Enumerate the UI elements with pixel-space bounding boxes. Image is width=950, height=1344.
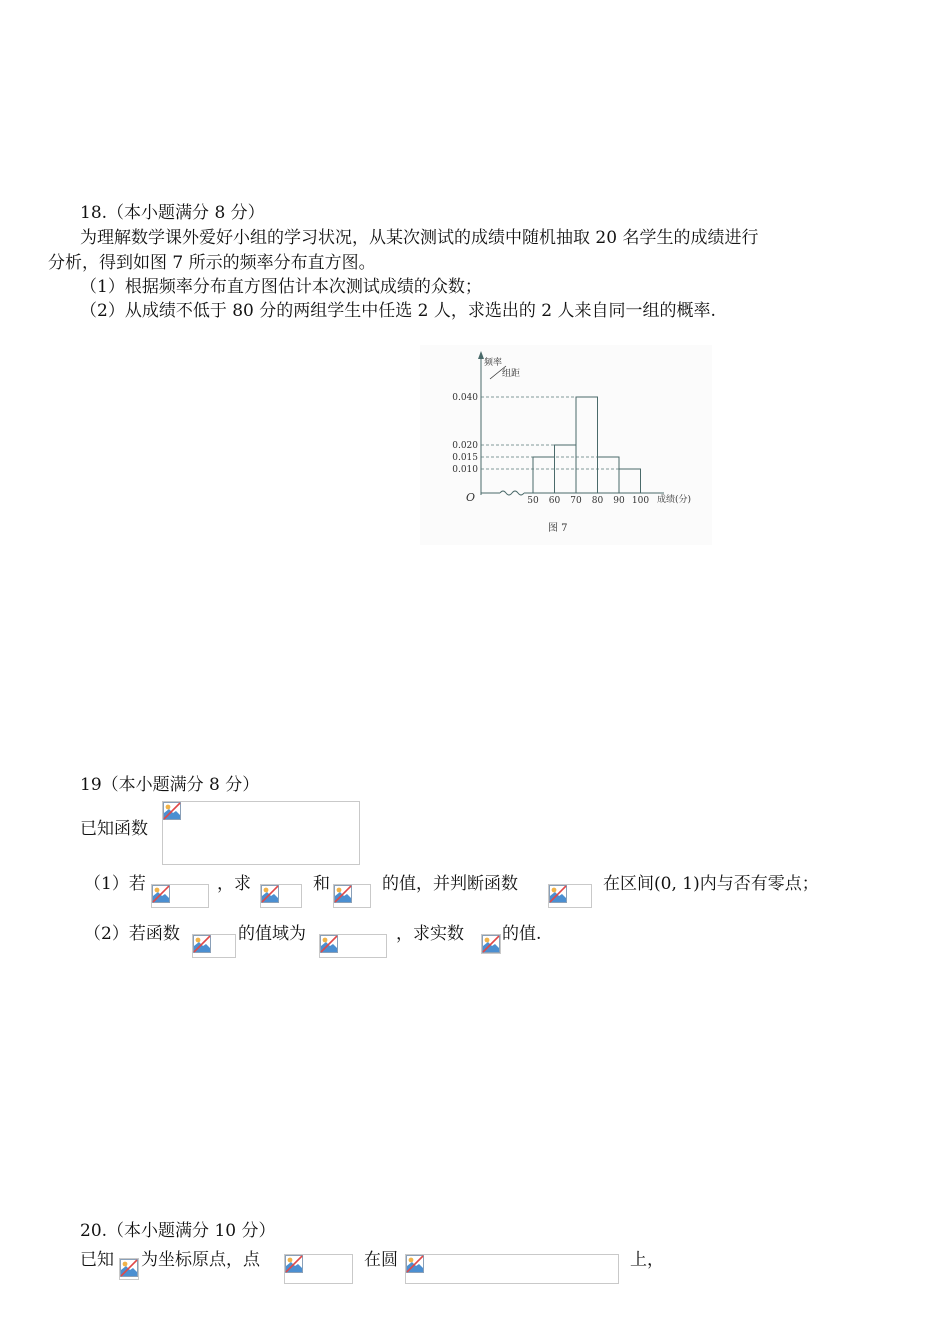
broken-image-icon [406, 1255, 424, 1273]
function-name-image-2 [192, 934, 236, 958]
q18-intro-line2: 分析，得到如图 7 所示的频率分布直方图。 [48, 253, 376, 273]
y-tick-label: 0.020 [452, 441, 478, 451]
real-number-image [481, 934, 501, 954]
histogram-figure [420, 345, 712, 545]
q20-a: 已知 [80, 1250, 114, 1270]
broken-image-icon [320, 935, 338, 953]
xlabel: 成绩(分) [657, 495, 692, 505]
q19-p1-d: 的值，并判断函数 [382, 874, 518, 894]
broken-image-icon [549, 885, 567, 903]
broken-image-icon [261, 885, 279, 903]
q19-p1-a: （1）若 [84, 874, 146, 894]
ylabel-top: 频率 [484, 358, 503, 368]
x-tick-label: 70 [570, 496, 582, 506]
q18-header: 18.（本小题满分 8 分） [80, 203, 265, 223]
origin-label: O [466, 491, 476, 504]
x-tick-label: 80 [591, 496, 604, 506]
broken-image-icon [482, 935, 500, 953]
histogram-bar [576, 397, 598, 493]
range-set-image [319, 934, 387, 958]
x-tick-label: 90 [613, 496, 625, 506]
q19-header: 19（本小题满分 8 分） [80, 775, 260, 795]
point-image [284, 1254, 353, 1284]
q18-part1: （1）根据频率分布直方图估计本次测试成绩的众数； [80, 277, 482, 297]
x-tick-label: 50 [527, 496, 539, 506]
chart-caption: 图 7 [548, 523, 568, 534]
q19-p2-b: 的值域为 [238, 924, 306, 944]
broken-image-icon [193, 935, 211, 953]
variable-a-image [260, 884, 302, 908]
broken-image-icon [152, 885, 170, 903]
q19-p2-c: ，求实数 [396, 924, 464, 944]
q19-p2-d: 的值. [502, 924, 542, 944]
axis-break [500, 491, 524, 495]
x-tick-label: 60 [548, 496, 561, 506]
histogram-chart [420, 345, 712, 545]
q20-header: 20.（本小题满分 10 分） [80, 1221, 276, 1241]
function-formula-image [162, 801, 360, 865]
x-tick-label: 100 [631, 496, 650, 506]
histogram-bar [619, 469, 641, 493]
y-tick-label: 0.015 [452, 453, 478, 463]
histogram-bar [533, 457, 555, 493]
histogram-bar [598, 457, 620, 493]
condition-formula-image [151, 884, 209, 908]
ylabel-bottom: 组距 [502, 369, 521, 379]
q20-d: 上， [630, 1250, 664, 1270]
q19-p2-a: （2）若函数 [84, 924, 180, 944]
q20-c: 在圆 [364, 1250, 398, 1270]
broken-image-icon [163, 802, 181, 820]
q19-intro: 已知函数 [80, 819, 148, 839]
q20-b: 为坐标原点，点 [141, 1250, 260, 1270]
function-name-image [548, 884, 592, 908]
circle-equation-image [405, 1254, 619, 1284]
broken-image-icon [120, 1259, 138, 1277]
q19-p1-b: ，求 [217, 874, 251, 894]
y-tick-label: 0.040 [452, 393, 478, 403]
broken-image-icon [334, 885, 352, 903]
q19-p1-c: 和 [313, 874, 330, 894]
q18-intro-line1: 为理解数学课外爱好小组的学习状况，从某次测试的成绩中随机抽取 20 名学生的成绩进行 [80, 228, 759, 248]
q19-p1-e: 在区间(0, 1)内与否有零点； [603, 874, 819, 894]
y-tick-label: 0.010 [452, 465, 478, 475]
q18-part2: （2）从成绩不低于 80 分的两组学生中任选 2 人，求选出的 2 人来自同一组的概率. [80, 301, 716, 321]
origin-o-image [119, 1258, 139, 1280]
variable-b-image [333, 884, 371, 908]
broken-image-icon [285, 1255, 303, 1273]
